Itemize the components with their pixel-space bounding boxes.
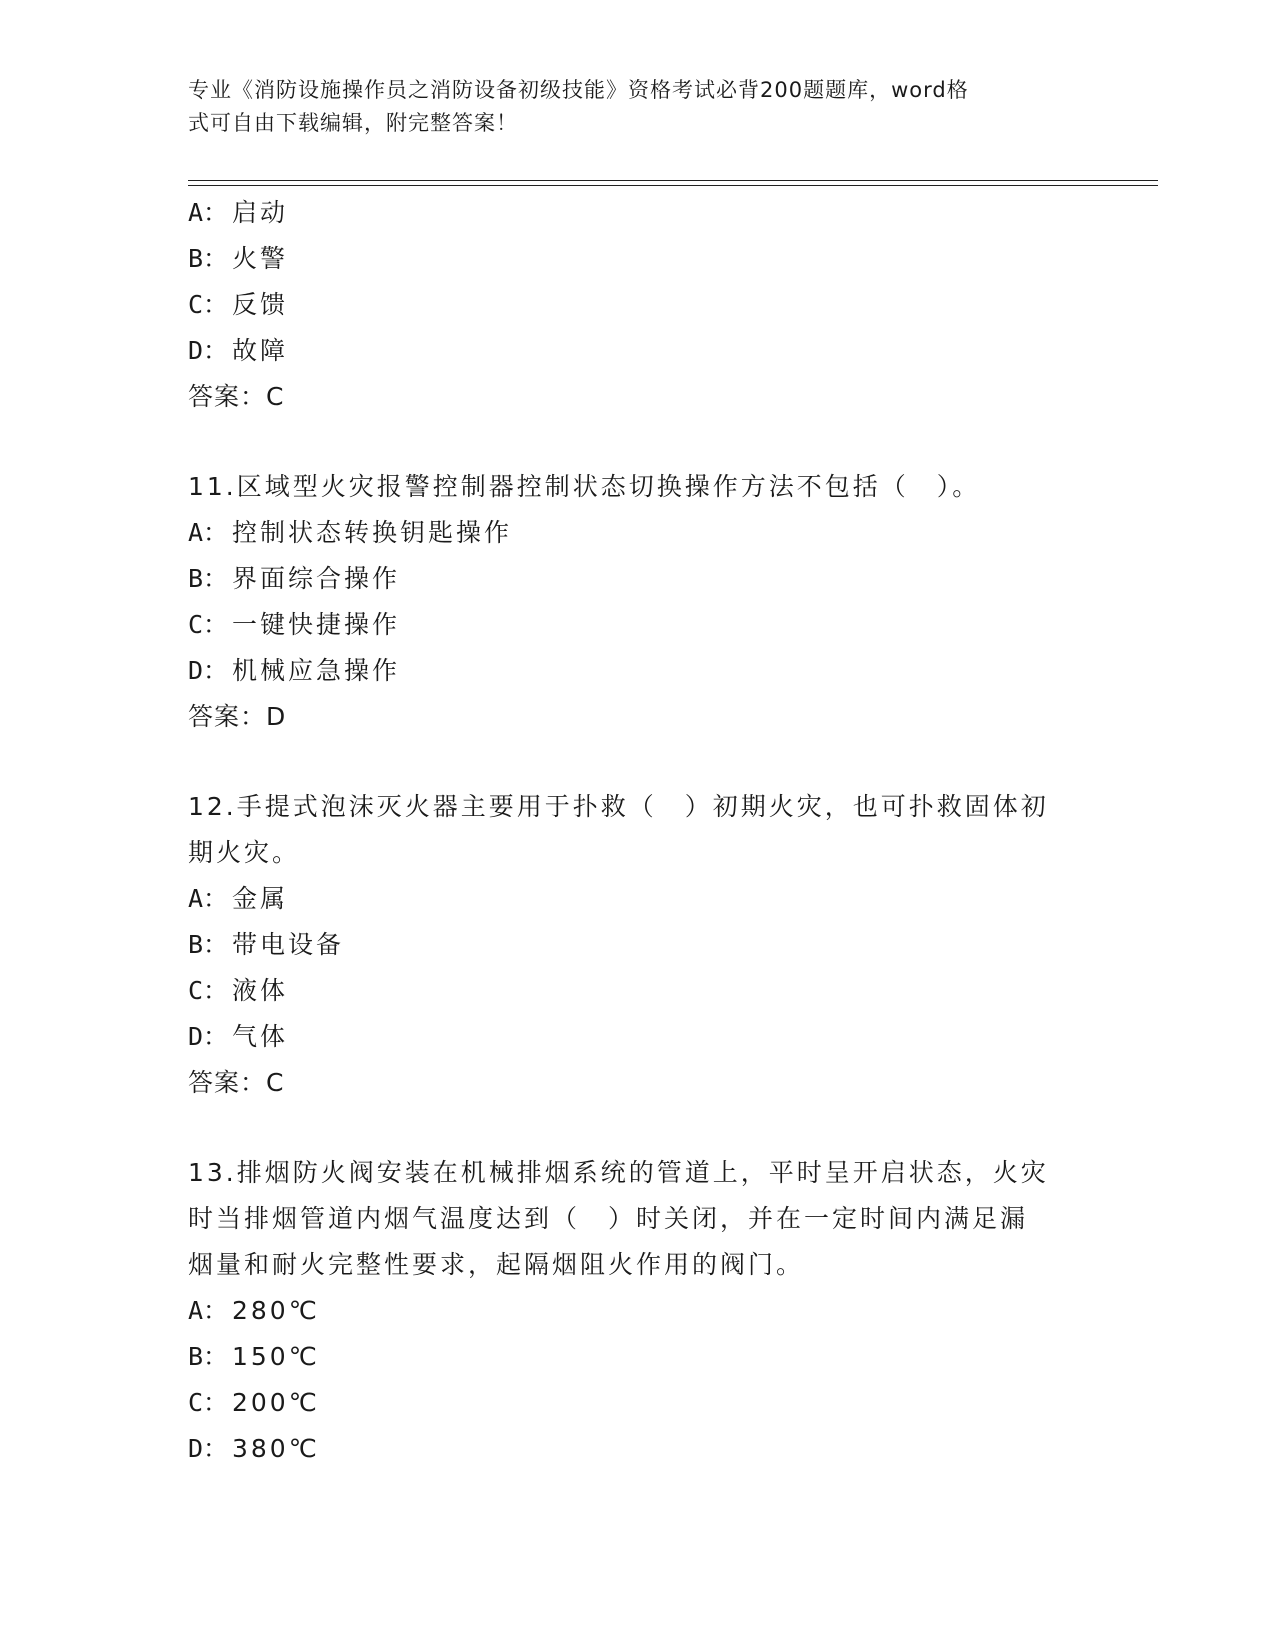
question-text-line-2: 时当排烟管道内烟气温度达到（ ）时关闭，并在一定时间内满足漏 xyxy=(188,1204,1029,1233)
option-c: C： 反馈 xyxy=(188,290,289,319)
header-line-1: 专业《消防设施操作员之消防设备初级技能》资格考试必背200题题库，word格 xyxy=(188,78,969,102)
option-d: D： 故障 xyxy=(188,336,289,365)
spacer xyxy=(188,1106,1088,1150)
question-text: 11.区域型火灾报警控制器控制状态切换操作方法不包括（ ）。 xyxy=(188,472,981,501)
question-text-line-1: 12.手提式泡沫灭火器主要用于扑救（ ）初期火灾，也可扑救固体初 xyxy=(188,792,1049,821)
option-b: B： 火警 xyxy=(188,244,289,273)
question-text-line-3: 烟量和耐火完整性要求，起隔烟阻火作用的阀门。 xyxy=(188,1250,805,1279)
option-b: B： 150℃ xyxy=(188,1342,320,1371)
option-a: A： 金属 xyxy=(188,884,289,913)
spacer xyxy=(188,740,1088,784)
option-a: A： 控制状态转换钥匙操作 xyxy=(188,518,513,547)
spacer xyxy=(188,420,1088,464)
header-line-2: 式可自由下载编辑，附完整答案！ xyxy=(188,111,518,135)
option-d: D： 380℃ xyxy=(188,1434,320,1463)
option-a: A： 启动 xyxy=(188,198,289,227)
option-d: D： 机械应急操作 xyxy=(188,656,401,685)
header-divider-thin xyxy=(188,185,1158,186)
option-b: B： 界面综合操作 xyxy=(188,564,401,593)
option-a: A： 280℃ xyxy=(188,1296,320,1325)
answer-line: 答案：D xyxy=(188,702,287,731)
answer-line: 答案：C xyxy=(188,382,285,411)
option-c: C： 200℃ xyxy=(188,1388,320,1417)
document-header xyxy=(188,74,1068,140)
question-text-line-1: 13.排烟防火阀安装在机械排烟系统的管道上，平时呈开启状态，火灾 xyxy=(188,1158,1049,1187)
question-block-13 xyxy=(188,1150,1088,1472)
question-list xyxy=(188,190,1088,1472)
option-d: D： 气体 xyxy=(188,1022,289,1051)
option-b: B： 带电设备 xyxy=(188,930,345,959)
option-c: C： 一键快捷操作 xyxy=(188,610,401,639)
option-c: C： 液体 xyxy=(188,976,289,1005)
question-block-12 xyxy=(188,784,1088,1106)
question-block-10 xyxy=(188,190,1088,420)
answer-line: 答案：C xyxy=(188,1068,285,1097)
question-text-line-2: 期火灾。 xyxy=(188,838,301,867)
header-divider-thick xyxy=(188,180,1158,181)
question-block-11 xyxy=(188,464,1088,740)
